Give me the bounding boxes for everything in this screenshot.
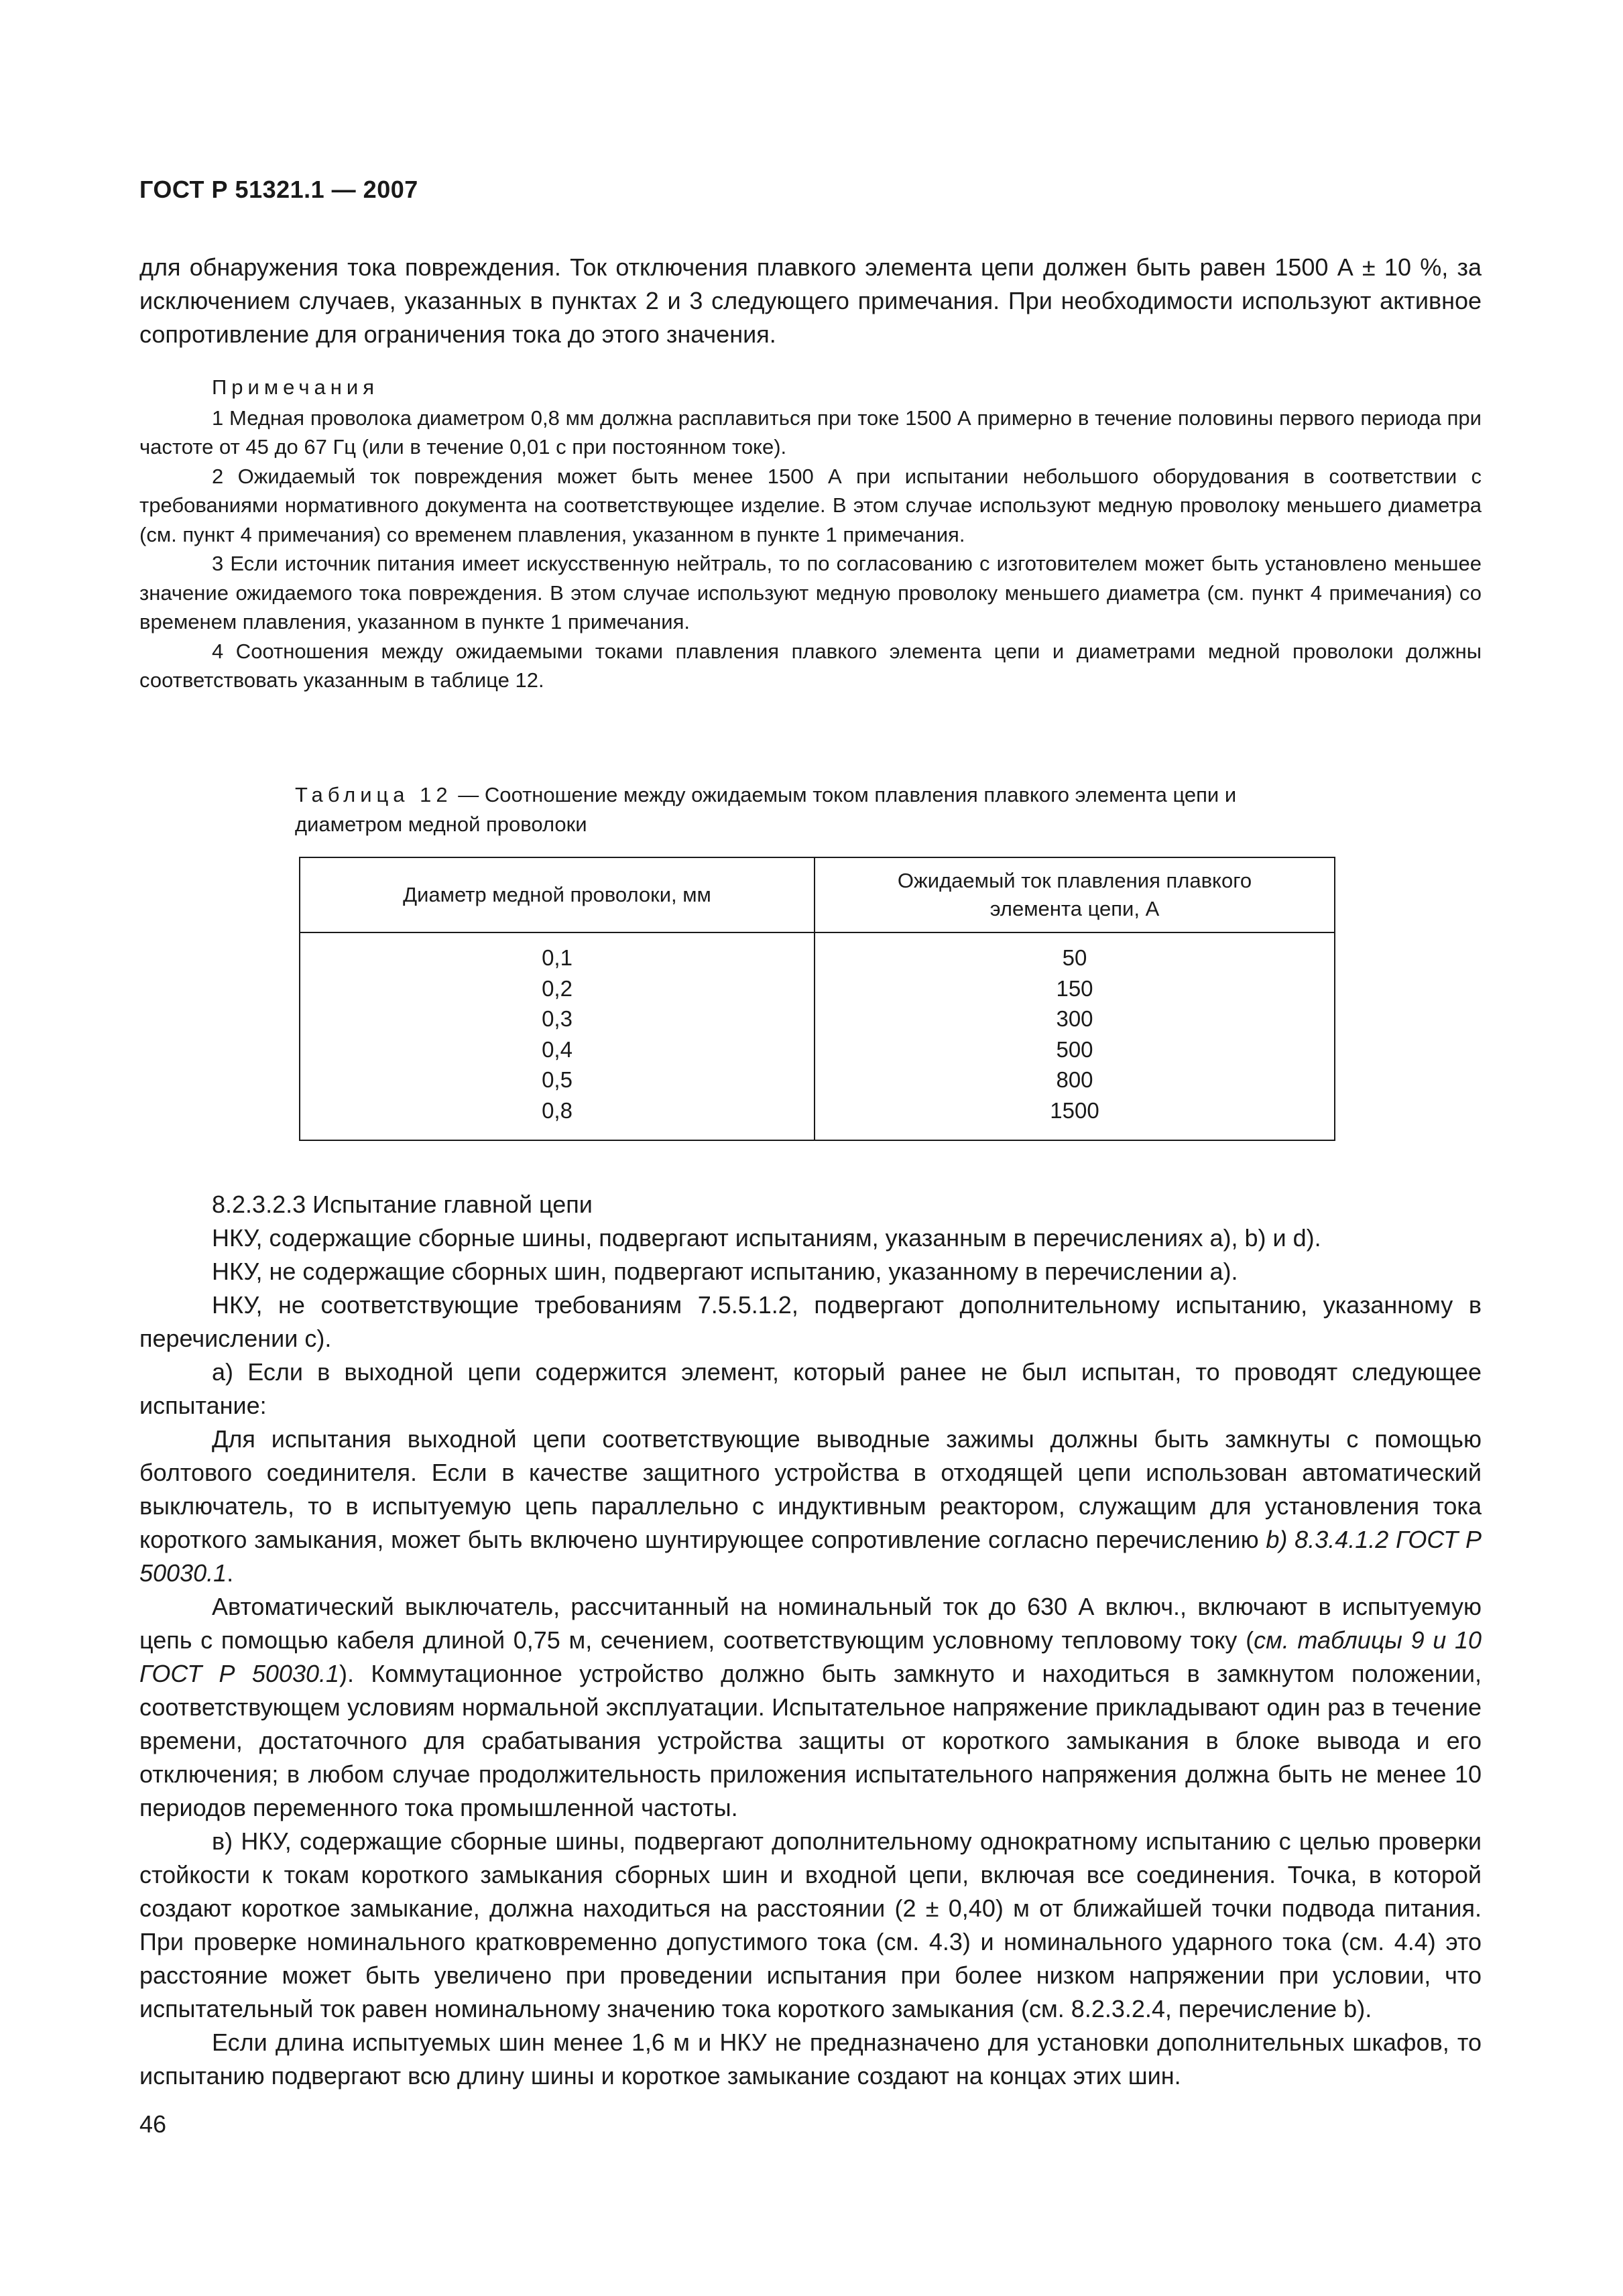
section-paragraph: Если длина испытуемых шин менее 1,6 м и НКУ не предназначено для установки дополнительных шкафов, то испытанию подвергают всю длину шины и короткое замыкание создают на концах этих шин. — [139, 2029, 1482, 2090]
section-paragraph: НКУ, содержащие сборные шины, подвергают испытаниям, указанным в перечислениях а), b) и d). — [212, 1224, 1321, 1252]
section-paragraph: НКУ, не соответствующие требованиям 7.5.5.1.2, подвергают дополнительному испытанию, указанному в перечислении с). — [139, 1291, 1482, 1352]
table-caption-label: Таблица 12 — [295, 783, 453, 806]
table-header-diameter-label: Диаметр медной проволоки, мм — [403, 883, 711, 906]
table-cell-diameter: 0,2 — [542, 975, 573, 1001]
note-item-4: 4 Соотношения между ожидаемыми токами плавления плавкого элемента цепи и диаметрами медной проволоки должны соответствовать указанным в таблице 12. — [139, 639, 1482, 692]
note-item-3: 3 Если источник питания имеет искусственную нейтраль, то по согласованию с изготовителем может быть установлено меньшее значение ожидаемого тока повреждения. В этом случае используют медную проволоку меньшего диаметра (см. пункт 4 примечания) со временем плавления, указанном в пункте 1 примечания. — [139, 552, 1482, 633]
table-header-current — [815, 858, 1334, 932]
table-header-diameter — [300, 858, 814, 932]
note-item-2: 2 Ожидаемый ток повреждения может быть менее 1500 А при испытании небольшого оборудования в соответствии с требованиями нормативного документа на соответствующее изделие. В этом случае используют медную проволоку меньшего диаметра (см. пункт 4 примечания) со временем плавления, указанном в пункте 1 примечания. — [139, 464, 1482, 546]
paragraph-text: Автоматический выключатель, рассчитанный на номинальный ток до 630 А включ., включают в испытуемую цепь с помощью кабеля длиной 0,75 м, сечением, соответствующим условному тепловому току ( — [139, 1593, 1482, 1654]
section-title: 8.2.3.2.3 Испытание главной цепи — [212, 1191, 593, 1218]
table-cell-diameter: 0,1 — [542, 945, 573, 970]
standard-reference: см. таблицы 9 и 10 ГОСТ Р 50030.1 — [139, 1626, 1482, 1687]
table-header-divider — [300, 932, 1334, 933]
table-cell-diameter: 0,4 — [542, 1036, 573, 1062]
table-caption — [295, 780, 1341, 839]
table-cell-current: 500 — [1056, 1036, 1093, 1062]
section-block — [139, 1188, 1482, 2093]
intro-paragraph: для обнаружения тока повреждения. Ток отключения плавкого элемента цепи должен быть равен 1500 А ± 10 %, за исключением случаев, указанных в пунктах 2 и 3 следующего примечания. При необходимости используют активное сопротивление для ограничения тока до этого значения. — [139, 253, 1482, 348]
paragraph-text: ). Коммутационное устройство должно быть замкнуто и находиться в замкнутом положении, соответствующем условиям нормальной эксплуатации. Испытательное напряжение прикладывают один раз в течение времени, достаточного для срабатывания устройства защиты от короткого замыкания в блоке вывода и его отключения; в любом случае продолжительность приложения испытательного напряжения должна быть не менее 10 периодов переменного тока промышленной частоты. — [139, 1660, 1482, 1821]
document-header: ГОСТ Р 51321.1 — 2007 — [139, 176, 418, 203]
table-cell-current: 1500 — [1050, 1097, 1099, 1123]
paragraph-text: Для испытания выходной цепи соответствующие выводные зажимы должны быть замкнуты с помощью болтового соединителя. Если в качестве защитного устройства в отходящей цепи использован автоматический выключатель, то в испытуемую цепь параллельно с индуктивным реактором, служащим для установления тока короткого замыкания, может быть включено шунтирующее сопротивление согласно перечислению — [139, 1425, 1482, 1553]
section-paragraph — [139, 1423, 1482, 1590]
standard-reference: b) 8.3.4.1.2 ГОСТ Р 50030.1 — [139, 1526, 1482, 1587]
section-paragraph: а) Если в выходной цепи содержится элемент, который ранее не был испытан, то проводят следующее испытание: — [139, 1358, 1482, 1419]
table-column-diameter — [300, 943, 814, 1126]
table-cell-current: 150 — [1056, 975, 1093, 1001]
table-header-current-label: Ожидаемый ток плавления плавкого элемента цепи, А — [897, 869, 1252, 920]
notes-title: Примечания — [212, 375, 379, 399]
paragraph-text: . — [227, 1559, 234, 1587]
table-cell-current: 50 — [1062, 945, 1087, 970]
section-paragraph: НКУ, не содержащие сборных шин, подвергают испытанию, указанному в перечислении а). — [212, 1258, 1238, 1285]
table-cell-diameter: 0,5 — [542, 1067, 573, 1092]
notes-block — [139, 373, 1482, 695]
table-cell-current: 300 — [1056, 1006, 1093, 1031]
data-table — [299, 857, 1335, 1141]
section-paragraph — [139, 1590, 1482, 1825]
table-cell-current: 800 — [1056, 1067, 1093, 1092]
table-cell-diameter: 0,3 — [542, 1006, 573, 1031]
section-paragraph: в) НКУ, содержащие сборные шины, подвергают дополнительному однократному испытанию с целью проверки стойкости к токам короткого замыкания сборных шин и входной цепи, включая все соединения. Точка, в которой создают короткое замыкание, должна находиться на расстоянии (2 ± 0,40) м от ближайшей точки подвода питания. При проверке номинального кратковременно допустимого тока (см. 4.3) и номинального ударного тока (см. 4.4) это расстояние может быть увеличено при проведении испытания при более низком напряжении при условии, что испытательный ток равен номинальному значению тока короткого замыкания (см. 8.2.3.2.4, перечисление b). — [139, 1827, 1482, 2022]
table-column-current — [815, 943, 1334, 1126]
intro-block — [139, 251, 1482, 351]
table-caption-text: — Соотношение между ожидаемым током плавления плавкого элемента цепи и диаметром медной проволоки — [295, 783, 1237, 836]
table-cell-diameter: 0,8 — [542, 1097, 573, 1123]
page-number: 46 — [139, 2110, 167, 2138]
note-item-1: 1 Медная проволока диаметром 0,8 мм должна расплавиться при токе 1500 А примерно в течение половины первого периода при частоте от 45 до 67 Гц (или в течение 0,01 с при постоянном токе). — [139, 406, 1482, 459]
